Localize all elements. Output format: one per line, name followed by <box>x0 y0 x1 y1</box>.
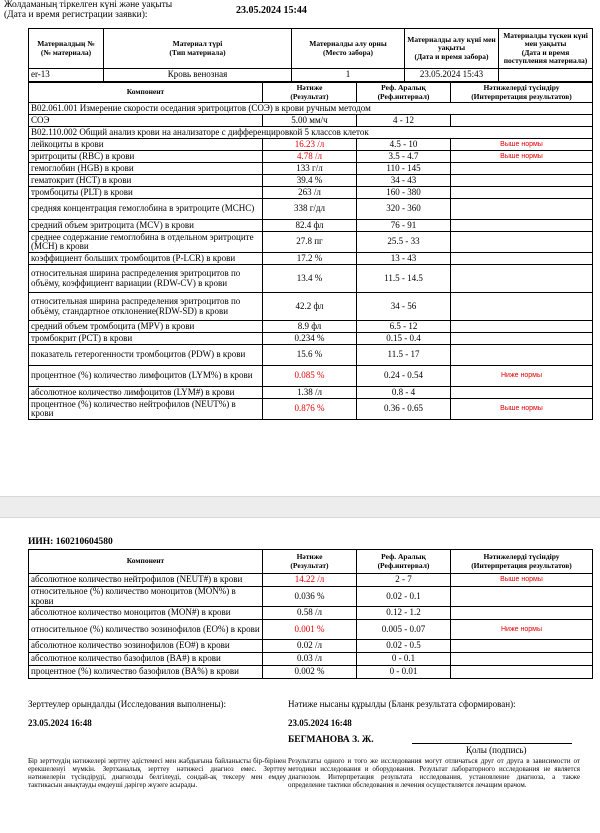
signature-line <box>412 743 572 744</box>
material-header-cell: Материалды түскен күні мен уақыты (Дата и время поступления материала) <box>499 29 593 69</box>
result-row <box>29 399 593 420</box>
material-table-row <box>29 69 593 82</box>
result-value: 1.38 /л <box>263 387 357 399</box>
result-sheet-page-2 <box>0 518 600 833</box>
result-value: 82.4 фл <box>263 220 357 232</box>
result-value: 4.78 /л <box>263 151 357 163</box>
component-name: средний объем эритроцита (MCV) в крови <box>29 220 263 232</box>
interpretation: Выше нормы <box>451 399 593 420</box>
reference-interval: 2 - 7 <box>357 574 451 587</box>
page-separator <box>0 496 600 518</box>
results-header <box>29 550 593 574</box>
reference-interval: 0.02 - 0.5 <box>357 640 451 653</box>
result-value: 8.9 фл <box>263 321 357 333</box>
component-name: процентное (%) количество лимфоцитов (LYM%) в крови <box>29 366 263 387</box>
results-header-cell: Нәтиже (Результат) <box>263 83 357 103</box>
interpretation <box>451 640 593 653</box>
material-header-cell: Материалды алу орны (Место забора) <box>292 29 405 69</box>
results-header-cell: Нәтиже (Результат) <box>263 550 357 574</box>
reference-interval: 13 - 43 <box>357 253 451 265</box>
reference-interval: 0.02 - 0.1 <box>357 587 451 607</box>
result-value: 39.4 % <box>263 175 357 187</box>
interpretation <box>451 199 593 220</box>
component-name: средняя концентрация гемоглобина в эритроците (MCHC) <box>29 199 263 220</box>
component-name: эритроциты (RBC) в крови <box>29 151 263 163</box>
material-cell: 23.05.2024 15:43 <box>405 69 499 82</box>
registration-label-kz: Жолдаманың тіркелген күні және уақыты <box>4 0 173 10</box>
interpretation <box>451 387 593 399</box>
interpretation: Ниже нормы <box>451 366 593 387</box>
result-value: 0.002 % <box>263 666 357 679</box>
component-name: относительная ширина распределения эритроцитов по объёму, коэффициент вариации (RDW-CV) в крови <box>29 265 263 293</box>
interpretation <box>451 321 593 333</box>
reference-interval: 76 - 91 <box>357 220 451 232</box>
interpretation: Выше нормы <box>451 151 593 163</box>
component-name: показатель гетерогенности тромбоцитов (PDW) в крови <box>29 345 263 366</box>
interpretation <box>451 265 593 293</box>
result-row <box>29 232 593 253</box>
interpretation <box>451 175 593 187</box>
reference-interval: 34 - 56 <box>357 293 451 321</box>
result-value: 13.4 % <box>263 265 357 293</box>
component-name: абсолютное количество нейтрофилов (NEUT#) в крови <box>29 574 263 587</box>
interpretation: Выше нормы <box>451 139 593 151</box>
result-value: 42.2 фл <box>263 293 357 321</box>
result-value: 16.23 /л <box>263 139 357 151</box>
disclaimer-ru: Результаты одного и того же исследования могут отличаться друг от друга в зависимости от методики исследования и оборудования. Результат лабораторного исследования не является диагнозом. Интерпретация результата исследования, установление диагноза, а также определение тактики обследования и лечения осуществляется лечащим врачом. <box>288 757 580 789</box>
interpretation <box>451 163 593 175</box>
method-row <box>29 103 593 115</box>
material-cell: Кровь венозная <box>104 69 292 82</box>
material-table <box>28 28 593 82</box>
result-value: 0.876 % <box>263 399 357 420</box>
result-row <box>29 607 593 620</box>
result-row <box>29 151 593 163</box>
result-row <box>29 653 593 666</box>
interpretation: Ниже нормы <box>451 620 593 640</box>
iin-label: ИИН: 160210604580 <box>28 537 113 547</box>
reference-interval: 0.15 - 0.4 <box>357 333 451 345</box>
interpretation <box>451 653 593 666</box>
results-header-cell: Компонент <box>29 83 263 103</box>
reference-interval: 0.24 - 0.54 <box>357 366 451 387</box>
results-header-cell: Нәтижелерді түсіндіру (Интерпретация результатов) <box>451 83 593 103</box>
interpretation <box>451 293 593 321</box>
result-row <box>29 139 593 151</box>
result-row <box>29 387 593 399</box>
formed-label: Нәтиже нысаны құрылды (Бланк результата сформирован): <box>288 699 516 709</box>
reference-interval: 0.005 - 0.07 <box>357 620 451 640</box>
reference-interval: 0 - 0.01 <box>357 666 451 679</box>
result-row <box>29 175 593 187</box>
interpretation <box>451 232 593 253</box>
material-cell <box>499 69 593 82</box>
results-header-cell: Компонент <box>29 550 263 574</box>
reference-interval: 160 - 380 <box>357 187 451 199</box>
reference-interval: 6.5 - 12 <box>357 321 451 333</box>
result-value: 338 г/дл <box>263 199 357 220</box>
material-cell: er-13 <box>29 69 104 82</box>
result-value: 263 /л <box>263 187 357 199</box>
reference-interval: 11.5 - 14.5 <box>357 265 451 293</box>
reference-interval: 0 - 0.1 <box>357 653 451 666</box>
result-value: 0.085 % <box>263 366 357 387</box>
reference-interval: 0.12 - 1.2 <box>357 607 451 620</box>
result-value: 5.00 мм/ч <box>263 115 357 127</box>
registration-label-ru: (Дата и время регистрации заявки): <box>4 10 148 20</box>
component-name: абсолютное количество лимфоцитов (LYM#) в крови <box>29 387 263 399</box>
interpretation <box>451 187 593 199</box>
result-row <box>29 666 593 679</box>
results-header <box>29 83 593 103</box>
component-name: тромбоциты (PLT) в крови <box>29 187 263 199</box>
result-row <box>29 321 593 333</box>
results-table-page-2 <box>28 549 593 679</box>
interpretation <box>451 253 593 265</box>
done-datetime: 23.05.2024 16:48 <box>28 718 92 728</box>
reference-interval: 320 - 360 <box>357 199 451 220</box>
interpretation <box>451 345 593 366</box>
component-name: процентное (%) количество нейтрофилов (NEUT%) в крови <box>29 399 263 420</box>
interpretation <box>451 587 593 607</box>
interpretation <box>451 333 593 345</box>
signature-label: Қолы (подпись) <box>466 745 527 755</box>
result-value: 27.8 пг <box>263 232 357 253</box>
reference-interval: 0.8 - 4 <box>357 387 451 399</box>
component-name: гематокрит (HCT) в крови <box>29 175 263 187</box>
result-row <box>29 115 593 127</box>
material-header-cell: Материал түрі (Тип материала) <box>104 29 292 69</box>
result-row <box>29 345 593 366</box>
material-table-header <box>29 29 593 69</box>
disclaimer-kz: Бір зерттеудің нәтижелері зерттеу әдістемесі мен жабдығына байланысты бір-бірінен ерекшеленуі мүмкін. Зертханалық зерттеу нәтижесі диагноз емес. Зерттеу нәтижелерін түсіндіруді, диагнозды белгілеуді, сондай-ақ тексеру мен емдеу тактикасын анықтауды емдеуші дәрігер жүзеге асырады. <box>28 757 286 789</box>
result-value: 0.02 /л <box>263 640 357 653</box>
component-name: относительное (%) количество моноцитов (MON%) в крови <box>29 587 263 607</box>
result-row <box>29 620 593 640</box>
material-header-cell: Материалды алу күні мен уақыты (Дата и время забора) <box>405 29 499 69</box>
result-row <box>29 163 593 175</box>
reference-interval: 4.5 - 10 <box>357 139 451 151</box>
result-value: 0.03 /л <box>263 653 357 666</box>
reference-interval: 0.36 - 0.65 <box>357 399 451 420</box>
registration-datetime: 23.05.2024 15:44 <box>236 5 307 16</box>
result-row <box>29 640 593 653</box>
component-name: средний объем тромбоцита (MPV) в крови <box>29 321 263 333</box>
result-row <box>29 199 593 220</box>
result-row <box>29 574 593 587</box>
component-name: абсолютное количество базофилов (BA#) в крови <box>29 653 263 666</box>
results-table <box>28 82 593 420</box>
component-name: тромбокрит (PCT) в крови <box>29 333 263 345</box>
reference-interval: 3.5 - 4.7 <box>357 151 451 163</box>
result-row <box>29 220 593 232</box>
method-title: B02.110.002 Общий анализ крови на анализаторе с дифференцировкой 5 классов клеток <box>29 127 593 139</box>
done-label: Зерттеулер орындалды (Исследования выполнены): <box>28 699 226 709</box>
reference-interval: 110 - 145 <box>357 163 451 175</box>
reference-interval: 25.5 - 33 <box>357 232 451 253</box>
interpretation <box>451 220 593 232</box>
registration-label <box>4 0 172 20</box>
result-row <box>29 187 593 199</box>
interpretation <box>451 607 593 620</box>
result-row <box>29 253 593 265</box>
signer-name: БЕГМАНОВА З. Ж. <box>288 735 374 745</box>
method-row <box>29 127 593 139</box>
results-header-cell: Нәтижелерді түсіндіру (Интерпретация результатов) <box>451 550 593 574</box>
component-name: абсолютное количество эозинофилов (EO#) в крови <box>29 640 263 653</box>
result-value: 0.234 % <box>263 333 357 345</box>
results-header-cell: Реф. Аралық (Реф.интервал) <box>357 83 451 103</box>
component-name: лейкоциты в крови <box>29 139 263 151</box>
result-row <box>29 366 593 387</box>
component-name: коэффициент больших тромбоцитов (P-LCR) в крови <box>29 253 263 265</box>
result-value: 133 г/л <box>263 163 357 175</box>
result-row <box>29 333 593 345</box>
results-header-cell: Реф. Аралық (Реф.интервал) <box>357 550 451 574</box>
formed-datetime: 23.05.2024 16:48 <box>288 718 352 728</box>
interpretation <box>451 666 593 679</box>
interpretation <box>451 115 593 127</box>
component-name: гемоглобин (HGB) в крови <box>29 163 263 175</box>
interpretation: Выше нормы <box>451 574 593 587</box>
component-name: абсолютное количество моноцитов (MON#) в крови <box>29 607 263 620</box>
component-name: среднее содержание гемоглобина в отдельном эритроците (MCH) в крови <box>29 232 263 253</box>
reference-interval: 34 - 43 <box>357 175 451 187</box>
result-row <box>29 587 593 607</box>
component-name: относительное (%) количество эозинофилов (EO%) в крови <box>29 620 263 640</box>
result-value: 0.036 % <box>263 587 357 607</box>
component-name: относительная ширина распределения эритроцитов по объёму, стандартное отклонение(RDW-SD) в крови <box>29 293 263 321</box>
reference-interval: 4 - 12 <box>357 115 451 127</box>
result-value: 0.58 /л <box>263 607 357 620</box>
result-row <box>29 293 593 321</box>
component-name: СОЭ <box>29 115 263 127</box>
result-row <box>29 265 593 293</box>
result-value: 17.2 % <box>263 253 357 265</box>
result-value: 14.22 /л <box>263 574 357 587</box>
result-value: 15.6 % <box>263 345 357 366</box>
result-value: 0.001 % <box>263 620 357 640</box>
reference-interval: 11.5 - 17 <box>357 345 451 366</box>
material-cell: 1 <box>292 69 405 82</box>
method-title: B02.061.001 Измерение скорости оседания эритроцитов (СОЭ) в крови ручным методом <box>29 103 593 115</box>
material-header-cell: Материалдың № (№ материала) <box>29 29 104 69</box>
component-name: процентное (%) количество базофилов (BA%) в крови <box>29 666 263 679</box>
